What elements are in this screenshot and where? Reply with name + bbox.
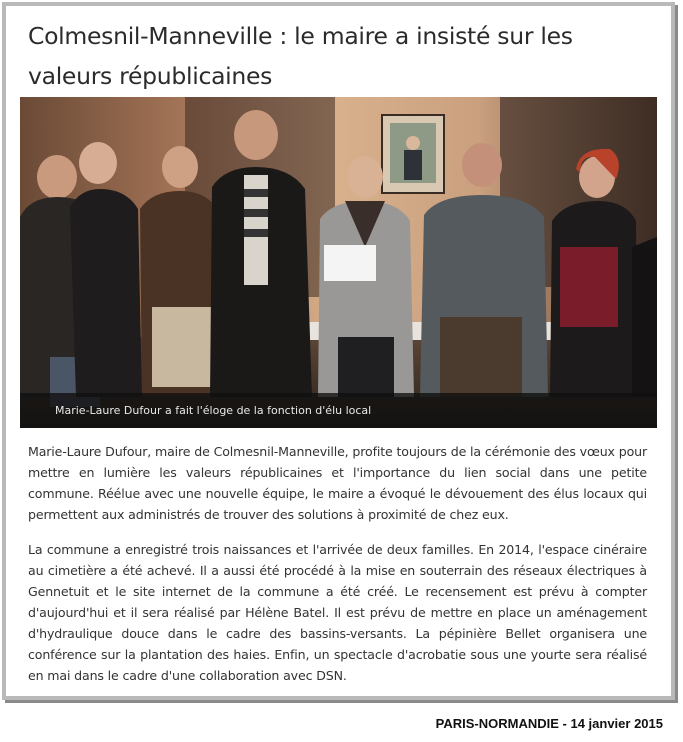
source-credit: PARIS-NORMANDIE - 14 janvier 2015 bbox=[435, 716, 663, 731]
photo-illustration bbox=[20, 97, 657, 428]
article-paragraph-1: Marie-Laure Dufour, maire de Colmesnil-Manneville, profite toujours de la cérémonie des vœux pour mettre en lumière les valeurs républicaines et l'importance du lien social dans une petite commune. Réélue avec une nouvelle équipe, le maire a évoqué le dévouement des élus locaux qui permettent aux administrés de trouver des solutions à proximité de chez eux. bbox=[28, 444, 647, 522]
photo-caption: Marie-Laure Dufour a fait l'éloge de la fonction d'élu local bbox=[55, 404, 372, 417]
article-paragraph-2: La commune a enregistré trois naissances et l'arrivée de deux familles. En 2014, l'espace cinéraire au cimetière a été achevé. Il a aussi été procédé à la mise en souterrain des réseaux électriques à Gennetuit et le site internet de la commune a été créé. Le recensement est prévu à compter d'aujourd'hui et il sera réalisé par Hélène Batel. Il est prévu de mettre en place un aménagement d'hydraulique douce dans le cadre des bassins-versants. La pépinière Bellet organisera une conférence sur la plantation des haies. Enfin, un spectacle d'acrobatie sous une yourte sera réalisé en mai dans le cadre d'une collaboration avec DSN. bbox=[28, 542, 647, 683]
article-photo bbox=[20, 97, 657, 428]
article-title: Colmesnil-Manneville : le maire a insisté sur les valeurs républicaines bbox=[28, 22, 573, 90]
